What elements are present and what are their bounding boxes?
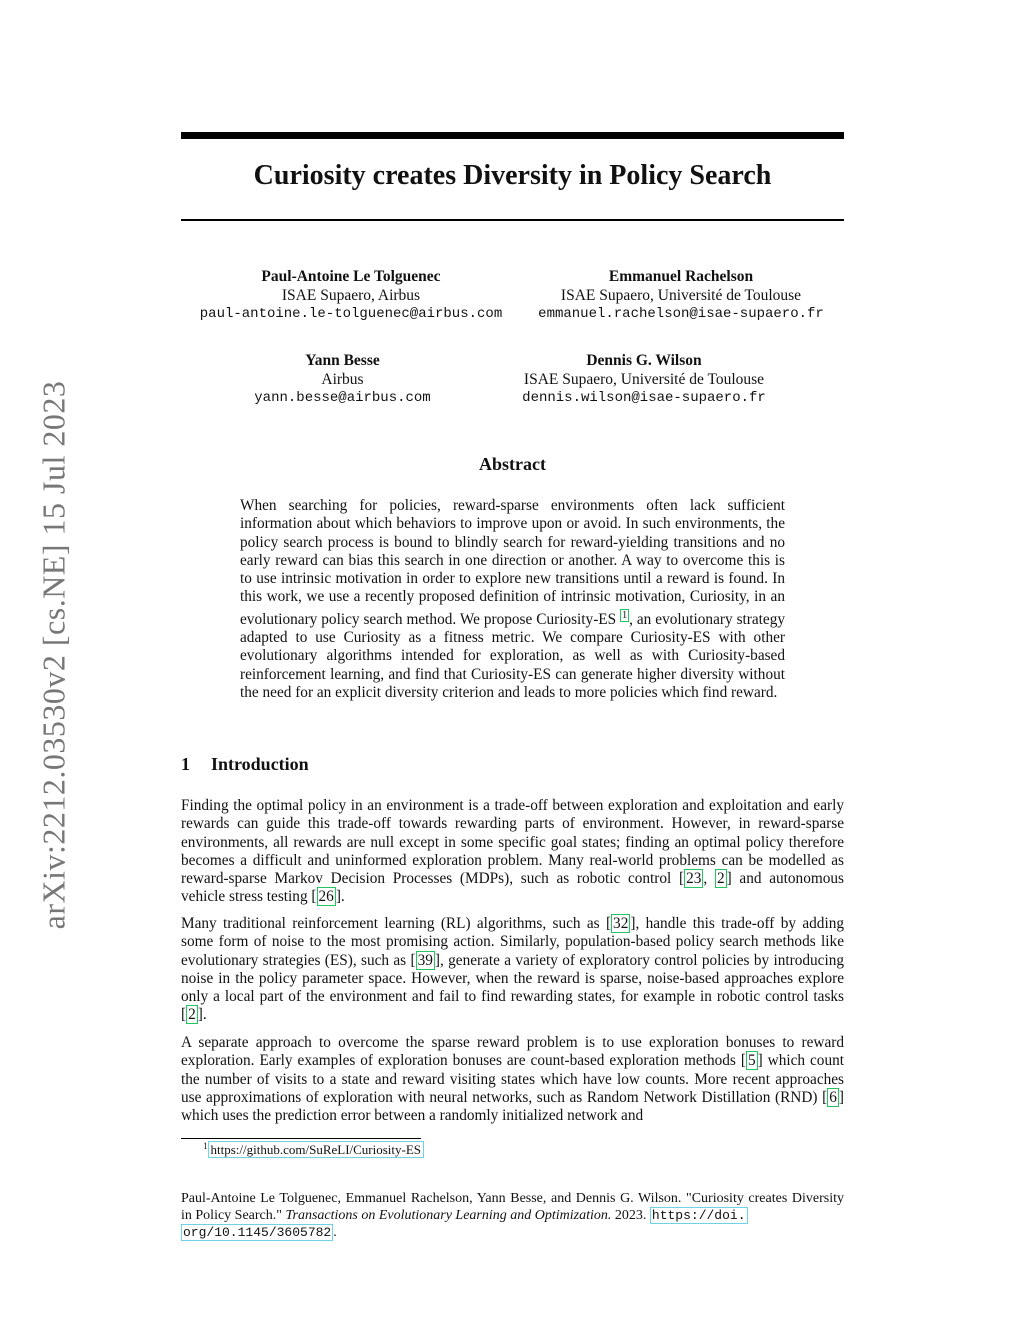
paragraph-text: ], generate a variety of exploratory control policies by introducing noise in the policy parameter space. However, when the reward is sparse, noise-based approaches explore only a local part of the environment and fail to find rewarding states, for example in robotic control tasks [ (181, 951, 844, 1024)
footnote-mark: 1 (203, 1141, 208, 1151)
citation-link[interactable]: 5 (747, 1052, 756, 1070)
journal-name: Transactions on Evolutionary Learning and Optimization. (285, 1208, 612, 1223)
footnote (203, 1141, 424, 1158)
citation-link[interactable]: 23 (686, 870, 702, 888)
section-number: 1 (181, 754, 190, 774)
section-title: Introduction (211, 754, 309, 774)
paragraph (181, 797, 844, 907)
author-affiliation: ISAE Supaero, Airbus (281, 286, 421, 304)
arxiv-sidebar (34, 370, 74, 940)
author-block (496, 352, 792, 408)
abstract-heading: Abstract (479, 454, 546, 474)
footnote-link[interactable]: 1 (622, 609, 628, 621)
doi-link[interactable]: https://doi. (651, 1208, 746, 1223)
author-email[interactable]: yann.besse@airbus.com (254, 390, 431, 406)
abstract-text: When searching for policies, reward-sparse environments often lack sufficient information about which behaviors to improve upon or avoid. In such environments, the policy search process is bound to blindly search for reward-yielding transitions and no early reward can bias this search in one direction or another. A way to overcome this is to use intrinsic motivation in order to explore new transitions until a reward is found. In this work, we use a recently proposed definition of intrinsic motivation, Curiosity, in an evolutionary policy search method. We propose Curiosity-ES (240, 497, 785, 628)
author-affiliation: ISAE Supaero, Université de Toulouse (560, 286, 802, 304)
paper-title: Curiosity creates Diversity in Policy Search (253, 160, 772, 191)
citation-year: 2023. (611, 1208, 650, 1223)
paragraph-text: , (703, 870, 715, 888)
author-email[interactable]: paul-antoine.le-tolguenec@airbus.com (199, 306, 503, 322)
author-block (190, 268, 512, 324)
citation-text: Paul-Antoine Le Tolguenec, Emmanuel Rachelson, Yann Besse, and Dennis G. Wilson. "Curiosity creates Diversity in Policy Search." (181, 1191, 844, 1223)
author-name: Emmanuel Rachelson (608, 268, 754, 285)
arxiv-identifier: arXiv:2212.03530v2 [cs.NE] 15 Jul 2023 (35, 380, 72, 930)
section-heading (181, 754, 309, 775)
title-bottom-rule (181, 219, 844, 221)
paragraph-text: ] which count the number of visits to a state and reward visiting states which have low counts. More recent approaches use approximations of exploration with neural networks, such as Random Network Distillation (RND) [ (181, 1052, 844, 1106)
author-block (518, 268, 844, 324)
citation-link[interactable]: 6 (829, 1088, 837, 1106)
paragraph-text: ] which uses the prediction error between a randomly initialized network and (181, 1088, 844, 1125)
citation-link[interactable]: 32 (613, 915, 629, 932)
author-name: Yann Besse (305, 352, 380, 369)
author-affiliation: ISAE Supaero, Université de Toulouse (523, 370, 765, 388)
paragraph-text: ], handle this trade-off by adding some form of noise to the most promising action. Similarly, population-based policy search methods like evolutionary strategies (ES), such as [ (181, 915, 844, 969)
footnote-url-link[interactable]: https://github.com/SuReLI/Curiosity-ES (208, 1141, 425, 1158)
doi-link[interactable]: org/10.1145/3605782 (183, 1225, 332, 1240)
paragraph-text: ] and autonomous vehicle stress testing [ (181, 870, 844, 906)
author-email[interactable]: dennis.wilson@isae-supaero.fr (522, 390, 766, 406)
paragraph-text: ]. (197, 1006, 207, 1024)
citation-link[interactable]: 2 (188, 1006, 196, 1024)
paragraph (181, 915, 844, 1025)
abstract-body (240, 497, 785, 702)
author-email[interactable]: emmanuel.rachelson@isae-supaero.fr (538, 306, 824, 322)
citation-text: . (333, 1225, 337, 1240)
title-top-rule (181, 132, 844, 139)
paragraph-text: ]. (335, 888, 345, 906)
author-block (200, 352, 485, 408)
citation-link[interactable]: 39 (417, 951, 433, 969)
citation-link[interactable]: 2 (716, 870, 725, 888)
paragraph-text: Many traditional reinforcement learning (RL) algorithms, such as [ (181, 915, 612, 932)
footnote-rule (181, 1138, 421, 1139)
abstract-text: , an evolutionary strategy adapted to use Curiosity as a fitness metric. We compare Curiosity-ES with other evolutionary algorithms intended for exploration, as well as with Curiosity-based reinforcement learning, and find that Curiosity-ES can generate higher diversity without the need for an explicit diversity criterion and leads to more policies which find reward. (240, 610, 785, 702)
author-name: Paul-Antoine Le Tolguenec (261, 268, 441, 285)
author-name: Dennis G. Wilson (586, 352, 702, 369)
citation-link[interactable]: 26 (318, 888, 334, 906)
paragraph-text: Finding the optimal policy in an environment is a trade-off between exploration and exploitation and early rewards can guide this trade-off towards rewarding parts of environment. However, in reward-sparse environments, all rewards are null except in some specific goal states; finding an optimal policy therefore becomes a difficult and uninformed exploration problem. Many real-world problems can be modelled as reward-sparse Markov Decision Processes (MDPs), such as robotic control [ (181, 797, 844, 888)
paragraph-text: A separate approach to overcome the sparse reward problem is to use exploration bonuses to reward exploration. Early examples of exploration bonuses are count-based exploration methods [ (181, 1034, 844, 1070)
author-affiliation: Airbus (321, 370, 364, 388)
citation-footer (181, 1190, 844, 1241)
paragraph (181, 1034, 844, 1125)
